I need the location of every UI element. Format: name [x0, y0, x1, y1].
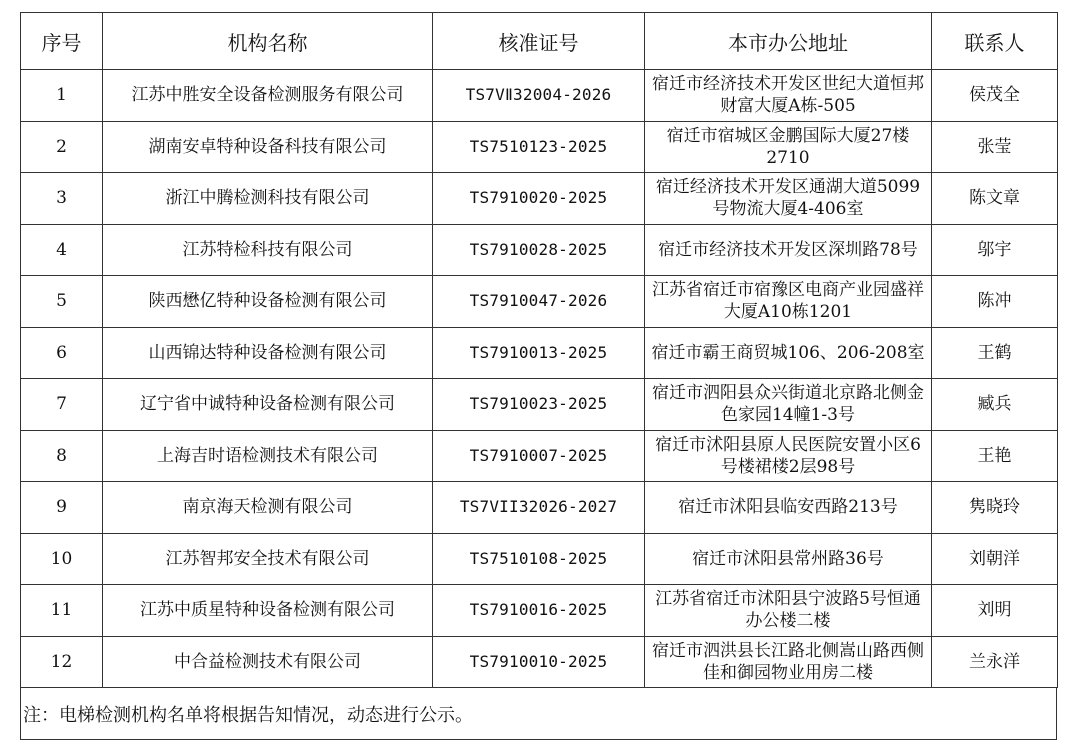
cell-index: 11 — [21, 585, 103, 637]
cell-contact: 邬宇 — [932, 224, 1058, 276]
cell-address: 宿迁市沭阳县原人民医院安置小区6号楼裙楼2层98号 — [645, 430, 932, 482]
institution-table — [20, 12, 1058, 688]
footnote-text: 注：电梯检测机构名单将根据告知情况，动态进行公示。 — [23, 704, 473, 726]
table-row — [21, 276, 1058, 328]
cell-license: TS7910007-2025 — [433, 430, 645, 482]
footnote — [20, 688, 1057, 740]
table-row — [21, 379, 1058, 431]
cell-name: 辽宁省中诚特种设备检测有限公司 — [103, 379, 433, 431]
cell-license: TS7910020-2025 — [433, 173, 645, 225]
table-row — [21, 173, 1058, 225]
cell-license: TS7910016-2025 — [433, 585, 645, 637]
cell-address: 宿迁市霸王商贸城106、206-208室 — [645, 327, 932, 379]
cell-contact: 臧兵 — [932, 379, 1058, 431]
cell-license: TS7910028-2025 — [433, 224, 645, 276]
cell-index: 5 — [21, 276, 103, 328]
cell-license: TS7VII32026-2027 — [433, 482, 645, 534]
table-row — [21, 430, 1058, 482]
cell-contact: 张莹 — [932, 121, 1058, 173]
cell-contact: 刘明 — [932, 585, 1058, 637]
table-row — [21, 327, 1058, 379]
header-row — [21, 13, 1058, 70]
cell-name: 湖南安卓特种设备科技有限公司 — [103, 121, 433, 173]
table-row — [21, 70, 1058, 122]
cell-license: TS7910013-2025 — [433, 327, 645, 379]
cell-contact: 隽晓玲 — [932, 482, 1058, 534]
cell-contact: 刘朝洋 — [932, 533, 1058, 585]
cell-address: 宿迁市经济技术开发区深圳路78号 — [645, 224, 932, 276]
cell-license: TS7910010-2025 — [433, 636, 645, 688]
cell-contact: 陈文章 — [932, 173, 1058, 225]
header-license: 核准证号 — [433, 13, 645, 70]
cell-name: 浙江中腾检测科技有限公司 — [103, 173, 433, 225]
cell-address: 江苏省宿迁市沭阳县宁波路5号恒通办公楼二楼 — [645, 585, 932, 637]
cell-license: TS7VⅡ32004-2026 — [433, 70, 645, 122]
institution-list-sheet — [20, 12, 1057, 740]
cell-contact: 侯茂全 — [932, 70, 1058, 122]
cell-address: 宿迁经济技术开发区通湖大道5099号物流大厦4-406室 — [645, 173, 932, 225]
cell-name: 江苏智邦安全技术有限公司 — [103, 533, 433, 585]
table-row — [21, 121, 1058, 173]
cell-name: 上海吉时语检测技术有限公司 — [103, 430, 433, 482]
header-address: 本市办公地址 — [645, 13, 932, 70]
cell-index: 10 — [21, 533, 103, 585]
cell-address: 宿迁市宿城区金鹏国际大厦27楼2710 — [645, 121, 932, 173]
cell-index: 2 — [21, 121, 103, 173]
cell-address: 江苏省宿迁市宿豫区电商产业园盛祥大厦A10栋1201 — [645, 276, 932, 328]
table-row — [21, 636, 1058, 688]
cell-index: 12 — [21, 636, 103, 688]
table-row — [21, 482, 1058, 534]
cell-license: TS7910047-2026 — [433, 276, 645, 328]
table-row — [21, 585, 1058, 637]
cell-license: TS7510123-2025 — [433, 121, 645, 173]
cell-address: 宿迁市沭阳县常州路36号 — [645, 533, 932, 585]
cell-address: 宿迁市泗阳县众兴街道北京路北侧金色家园14幢1-3号 — [645, 379, 932, 431]
cell-index: 9 — [21, 482, 103, 534]
cell-name: 南京海天检测有限公司 — [103, 482, 433, 534]
cell-index: 1 — [21, 70, 103, 122]
cell-name: 陕西懋亿特种设备检测有限公司 — [103, 276, 433, 328]
header-index: 序号 — [21, 13, 103, 70]
cell-address: 宿迁市经济技术开发区世纪大道恒邦财富大厦A栋-505 — [645, 70, 932, 122]
cell-index: 4 — [21, 224, 103, 276]
cell-name: 山西锦达特种设备检测有限公司 — [103, 327, 433, 379]
cell-contact: 陈冲 — [932, 276, 1058, 328]
cell-address: 宿迁市泗洪县长江路北侧嵩山路西侧佳和御园物业用房二楼 — [645, 636, 932, 688]
cell-contact: 王鹤 — [932, 327, 1058, 379]
cell-name: 江苏中胜安全设备检测服务有限公司 — [103, 70, 433, 122]
header-contact: 联系人 — [932, 13, 1058, 70]
cell-name: 江苏中质星特种设备检测有限公司 — [103, 585, 433, 637]
cell-contact: 兰永洋 — [932, 636, 1058, 688]
table-row — [21, 224, 1058, 276]
cell-address: 宿迁市沭阳县临安西路213号 — [645, 482, 932, 534]
cell-index: 7 — [21, 379, 103, 431]
header-name: 机构名称 — [103, 13, 433, 70]
cell-index: 8 — [21, 430, 103, 482]
cell-license: TS7910023-2025 — [433, 379, 645, 431]
cell-index: 3 — [21, 173, 103, 225]
table-row — [21, 533, 1058, 585]
cell-name: 中合益检测技术有限公司 — [103, 636, 433, 688]
cell-index: 6 — [21, 327, 103, 379]
cell-name: 江苏特检科技有限公司 — [103, 224, 433, 276]
cell-license: TS7510108-2025 — [433, 533, 645, 585]
cell-contact: 王艳 — [932, 430, 1058, 482]
